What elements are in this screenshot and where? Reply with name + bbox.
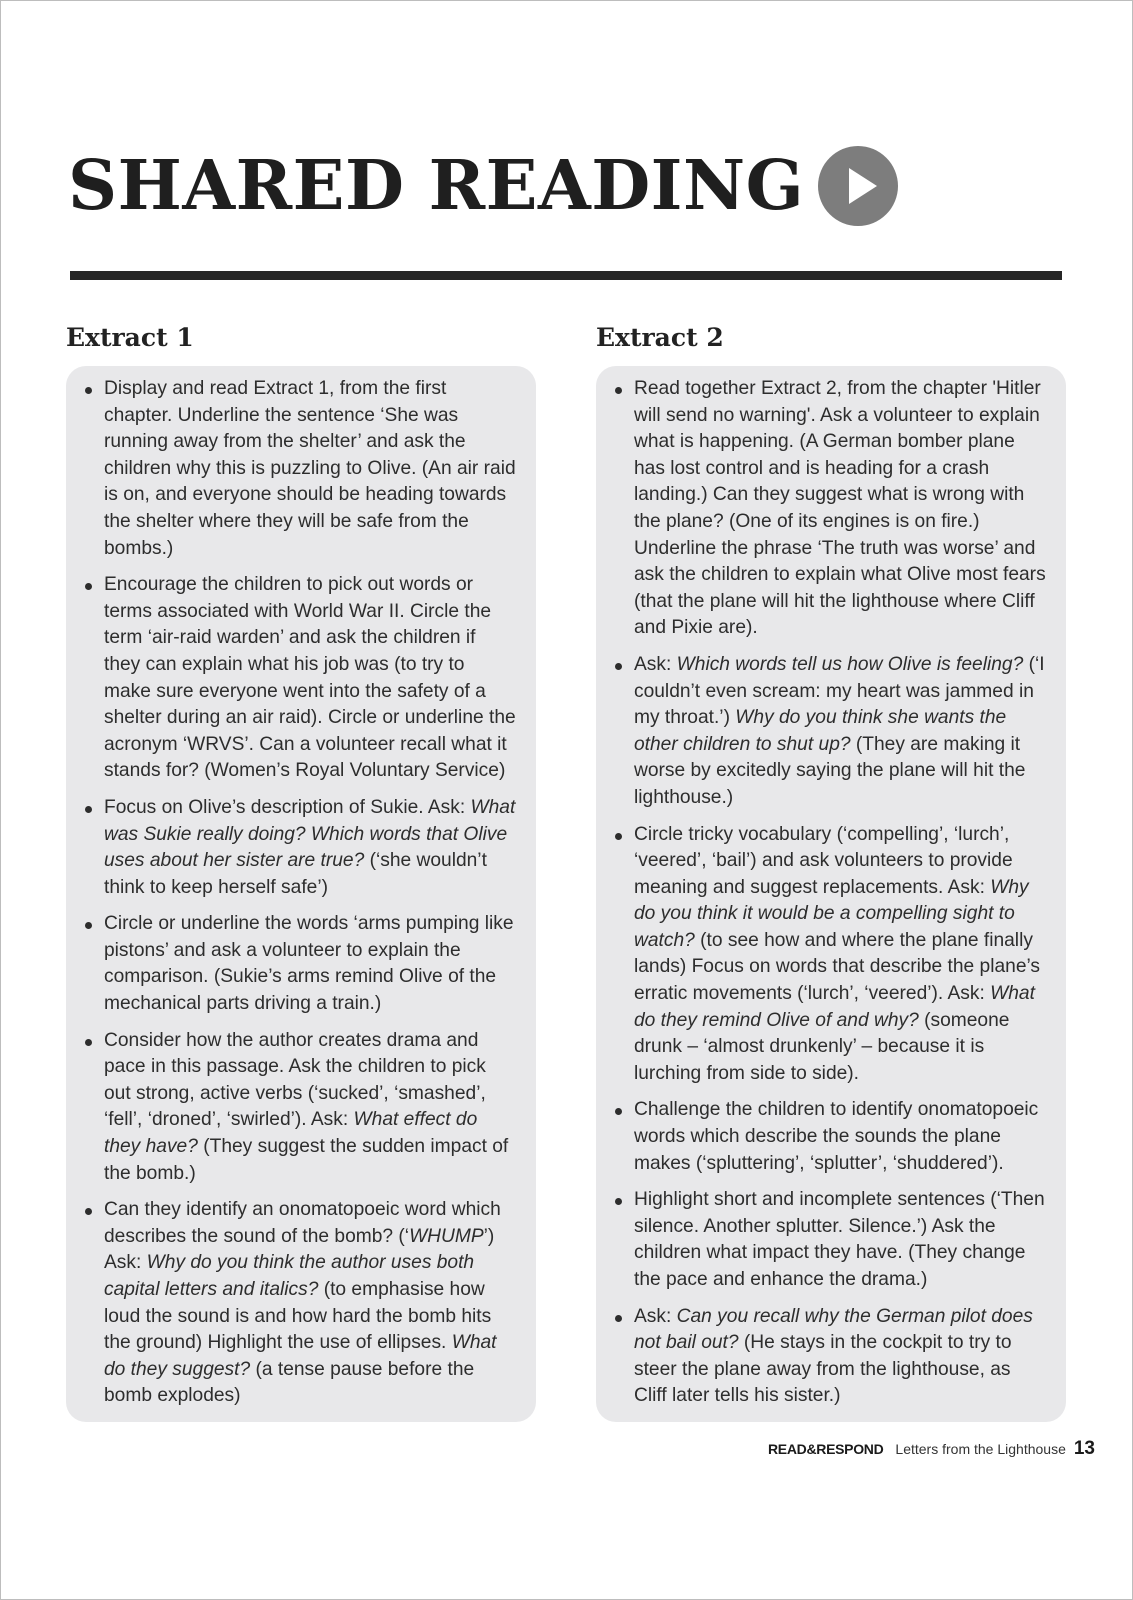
italic-question: Why do you think it would be a compelling sight to watch? (634, 876, 1029, 951)
bullet-item (84, 376, 516, 562)
extract-2-list (614, 376, 1046, 1410)
bullet-item (614, 376, 1046, 642)
text-run: (They suggest the sudden impact of the bomb.) (104, 1136, 509, 1184)
text-run: (‘I couldn’t even scream: my heart was jammed in my throat.’) (634, 653, 1045, 729)
text-run: Can they identify an onomatopoeic word which describes the sound of the bomb? (‘ (104, 1199, 501, 1247)
text-run: Highlight short and incomplete sentences (‘Then silence. Another splutter. Silence.’) Ask the children what impact they have. (They change the pace and enhance the drama.) (634, 1189, 1045, 1290)
bullet-item (84, 795, 516, 901)
extract-2-section (596, 318, 1066, 1422)
bullet-item (84, 1028, 516, 1188)
text-run: Display and read Extract 1, from the first chapter. Underline the sentence ‘She was running away from the shelter’ and ask the children why this is puzzling to Olive. (An air raid is on, and everyone should be heading towards the shelter where they will be safe from the bombs.) (104, 378, 516, 559)
extract-1-section (66, 318, 536, 1422)
text-run: Circle tricky vocabulary (‘compelling’, ‘lurch’, ‘veered’, ‘bail’) and ask volunteers to provide meaning and suggest replacements. Ask: (634, 823, 1013, 898)
bullet-item (84, 572, 516, 785)
extract-1-panel (66, 366, 536, 1422)
bullet-item (84, 1197, 516, 1410)
text-run: (‘she wouldn’t think to keep herself safe’) (104, 850, 487, 898)
footer-page-number: 13 (1073, 1438, 1095, 1459)
title-row (68, 145, 898, 227)
extract-2-heading: Extract 2 (596, 323, 724, 352)
bullet-text (634, 654, 1045, 808)
text-run: Focus on Olive’s description of Sukie. Ask: (104, 796, 471, 818)
bullet-text (634, 1306, 1033, 1407)
text-run: (a tense pause before the bomb explodes) (104, 1358, 475, 1407)
bullet-text (634, 824, 1040, 1084)
italic-question: Can you recall why the German pilot does not bail out? (634, 1305, 1033, 1354)
footer-book-title: Letters from the Lighthouse (895, 1441, 1066, 1457)
text-run: Read together Extract 2, from the chapter 'Hitler will send no warning'. Ask a volunteer to explain what is happening. (A German bomber plane has lost control and is heading for a crash landing.) Can they suggest what is wrong with the plane? (One of its engines is on fire.) Underline the phrase ‘The truth was worse’ and ask the children to explain what Olive most fears (that the plane will hit the lighthouse where Cliff and Pixie are). (634, 378, 1046, 639)
bullet-item (614, 1097, 1046, 1177)
bullet-text (104, 797, 515, 898)
italic-question: Which words tell us how Olive is feeling? (676, 653, 1024, 675)
text-run: Ask: (634, 1305, 677, 1327)
text-run: ’) Ask: (104, 1225, 495, 1274)
text-run: (someone drunk – ‘almost drunkenly’ – because it is lurching from side to side). (634, 1009, 1010, 1084)
play-icon (818, 146, 898, 226)
bullet-text (634, 1189, 1045, 1290)
extract-1-list (84, 376, 516, 1410)
text-run: (to see how and where the plane finally lands) Focus on words that describe the plane’s erratic movements (‘lurch’, ‘veered’). Ask: (634, 929, 1041, 1005)
italic-question: What do they remind Olive of and why? (634, 983, 1035, 1031)
text-run: (He stays in the cockpit to try to steer the plane away from the lighthouse, as Cliff later tells his sister.) (634, 1332, 1012, 1407)
bullet-text (634, 378, 1046, 638)
text-run: (to emphasise how loud the sound is and how hard the bomb hits the ground) Highlight the use of ellipses. (104, 1279, 492, 1354)
italic-question: Why do you think she wants the other children to shut up? (634, 707, 1007, 755)
italic-question: What effect do they have? (104, 1109, 478, 1158)
bullet-item (84, 911, 516, 1017)
title-divider (70, 271, 1062, 280)
italic-question: What do they suggest? (104, 1332, 497, 1380)
text-run: Circle or underline the words ‘arms pumping like pistons’ and ask a volunteer to explain the comparison. (Sukie’s arms remind Olive of the mechanical parts driving a train.) (104, 913, 514, 1015)
extract-2-panel (596, 366, 1066, 1422)
bullet-item (614, 1187, 1046, 1293)
footer-brand-logo: READ&RESPOND (768, 1441, 884, 1457)
text-run: Consider how the author creates drama and pace in this passage. Ask the children to pick out strong, active verbs (‘sucked’, ‘smashed’, ‘fell’, ‘droned’, ‘swirled’). Ask: (104, 1029, 486, 1131)
bullet-text (104, 1030, 508, 1184)
italic-question: WHUMP (409, 1225, 484, 1247)
text-run: Encourage the children to pick out words or terms associated with World War II. Circle the term ‘air-raid warden’ and ask the children if they can explain what his job was (to try to make sure everyone went into the safety of a shelter during an air raid). Circle or underline the acronym ‘WRVS’. Can a volunteer recall what it stands for? (Women’s Royal Voluntary Service) (104, 574, 516, 782)
bullet-text (104, 574, 516, 781)
italic-question: Why do you think the author uses both capital letters and italics? (104, 1252, 475, 1300)
text-run: (They are making it worse by excitedly saying the plane will hit the lighthouse.) (634, 733, 1026, 808)
page-title: SHARED READING (68, 146, 805, 226)
bullet-item (614, 822, 1046, 1088)
bullet-item (614, 1304, 1046, 1410)
extract-1-heading: Extract 1 (66, 323, 194, 352)
italic-question: What was Sukie really doing? Which words that Olive uses about her sister are true? (104, 796, 516, 872)
bullet-text (104, 1199, 501, 1406)
bullet-text (634, 1099, 1038, 1173)
bullet-item (614, 652, 1046, 812)
text-run: Challenge the children to identify onomatopoeic words which describe the sounds the plane makes (‘spluttering’, ‘splutter’, ‘shuddered’). (634, 1099, 1039, 1174)
page-footer (768, 1438, 1095, 1460)
bullet-text (104, 913, 514, 1014)
bullet-text (104, 378, 516, 559)
text-run: Ask: (634, 653, 677, 675)
